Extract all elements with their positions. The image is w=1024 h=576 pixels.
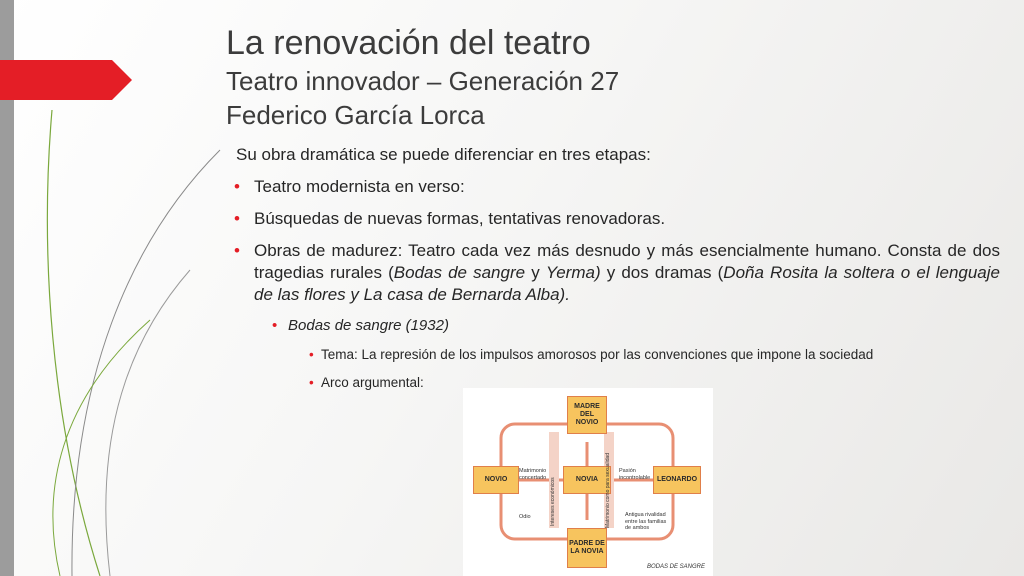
box-novia: NOVIA	[563, 466, 611, 494]
madurez-text-c: y	[525, 263, 546, 282]
madurez-text-d: Yerma)	[545, 263, 601, 282]
intro-text: Su obra dramática se puede diferenciar en tres etapas:	[236, 145, 651, 164]
bullet-obras-madurez	[228, 240, 1000, 306]
label-matrimonio-sexualidad: Matrimonio como para sexualidad	[605, 452, 611, 528]
bullet-teatro-modernista: • Teatro modernista en verso:	[228, 176, 1000, 198]
madurez-text-b: Bodas de sangre	[393, 263, 526, 282]
label-intereses: Intereses económicos	[550, 477, 556, 526]
red-accent-tab	[0, 60, 132, 100]
diagram-caption: BODAS DE SANGRE	[646, 564, 705, 570]
label-matrimonio: Matrimonio concertado	[519, 468, 547, 481]
label-rivalidad: Antigua rivalidad entre las familias de ambos	[625, 512, 667, 531]
title-line-2: Teatro innovador – Generación 27	[226, 66, 620, 96]
arco-argumental-diagram	[463, 388, 713, 576]
box-leonardo: LEONARDO	[653, 466, 701, 494]
label-odio: Odio	[519, 514, 531, 520]
sub-bullet-bodas: • Bodas de sangre (1932)	[228, 316, 1000, 336]
slide-content	[228, 144, 1000, 402]
box-madre-del-novio: MADRE DEL NOVIO	[567, 396, 607, 434]
box-novio: NOVIO	[473, 466, 519, 494]
sub-sub-bullet-arco: • Arco argumental:	[228, 374, 1000, 392]
slide-title	[226, 22, 986, 132]
bullet-busquedas: • Búsquedas de nuevas formas, tentativas renovadoras.	[228, 208, 1000, 230]
madurez-text-a: Obras de madurez: Teatro cada vez más desnudo y más esencialmente humano. Consta de dos tragedias rurales (	[254, 241, 1000, 282]
madurez-text-f: Doña Rosita la soltera o el lenguaje de las flores y La casa de Bernarda Alba).	[254, 263, 1000, 304]
sub-sub-bullet-tema: • Tema: La represión de los impulsos amorosos por las convenciones que impone la sociedad	[228, 346, 1000, 364]
bullet-list	[228, 176, 1000, 392]
title-line-1: La renovación del teatro	[226, 24, 591, 62]
box-padre-de-la-novia: PADRE DE LA NOVIA	[567, 528, 607, 568]
label-pasion: Pasión incontrolable	[619, 468, 651, 481]
madurez-text-e: y dos dramas (	[600, 263, 724, 282]
title-line-3: Federico García Lorca	[226, 100, 485, 130]
